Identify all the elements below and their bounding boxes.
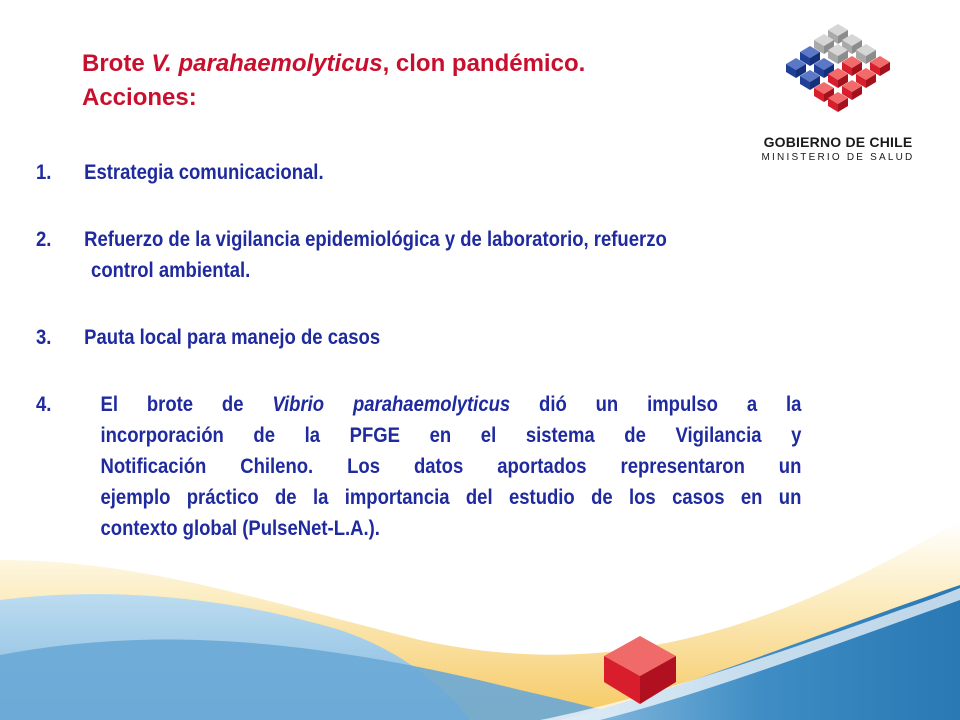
title-prefix: Brote	[82, 50, 152, 77]
item-line2: incorporación de la PFGE en el sistema de Vigilancia y	[100, 423, 802, 447]
logo-text-ministerio: MINISTERIO DE SALUD	[761, 152, 915, 163]
logo-text-gobierno: GOBIERNO DE CHILE	[763, 134, 913, 150]
item-line5: contexto global (PulseNet-L.A.).	[100, 516, 380, 540]
list-item	[36, 389, 801, 544]
item-number: 3.	[36, 325, 52, 349]
item-lead: El brote de	[100, 392, 273, 416]
item-species: Vibrio parahaemolyticus	[272, 392, 511, 416]
item-line1-rest: dió un impulso a la	[510, 392, 802, 416]
gobierno-de-chile-cubes-logo-icon	[782, 22, 894, 126]
list-item	[36, 224, 801, 286]
title-species: V. parahaemolyticus	[151, 50, 383, 77]
item-text-line2: control ambiental.	[91, 258, 251, 282]
item-text: Estrategia comunicacional.	[84, 160, 324, 184]
item-line1	[36, 389, 801, 420]
list-item	[36, 322, 801, 353]
item-line3: Notificación Chileno. Los datos aportados representaron un	[100, 454, 802, 478]
item-number: 2.	[36, 227, 52, 251]
item-line4: ejemplo práctico de la importancia del estudio de los casos en un	[100, 485, 802, 509]
slide-title	[82, 47, 585, 115]
item-text: Pauta local para manejo de casos	[84, 325, 381, 349]
list-item	[36, 157, 801, 188]
action-list	[36, 157, 801, 544]
item-number: 4.	[36, 392, 52, 416]
gobierno-de-chile-logo	[748, 22, 928, 172]
item-number: 1.	[36, 160, 52, 184]
title-line2: Acciones:	[82, 84, 197, 111]
item-text-line1: Refuerzo de la vigilancia epidemiológica y de laboratorio, refuerzo	[84, 227, 667, 251]
title-suffix: , clon pandémico.	[382, 50, 586, 77]
